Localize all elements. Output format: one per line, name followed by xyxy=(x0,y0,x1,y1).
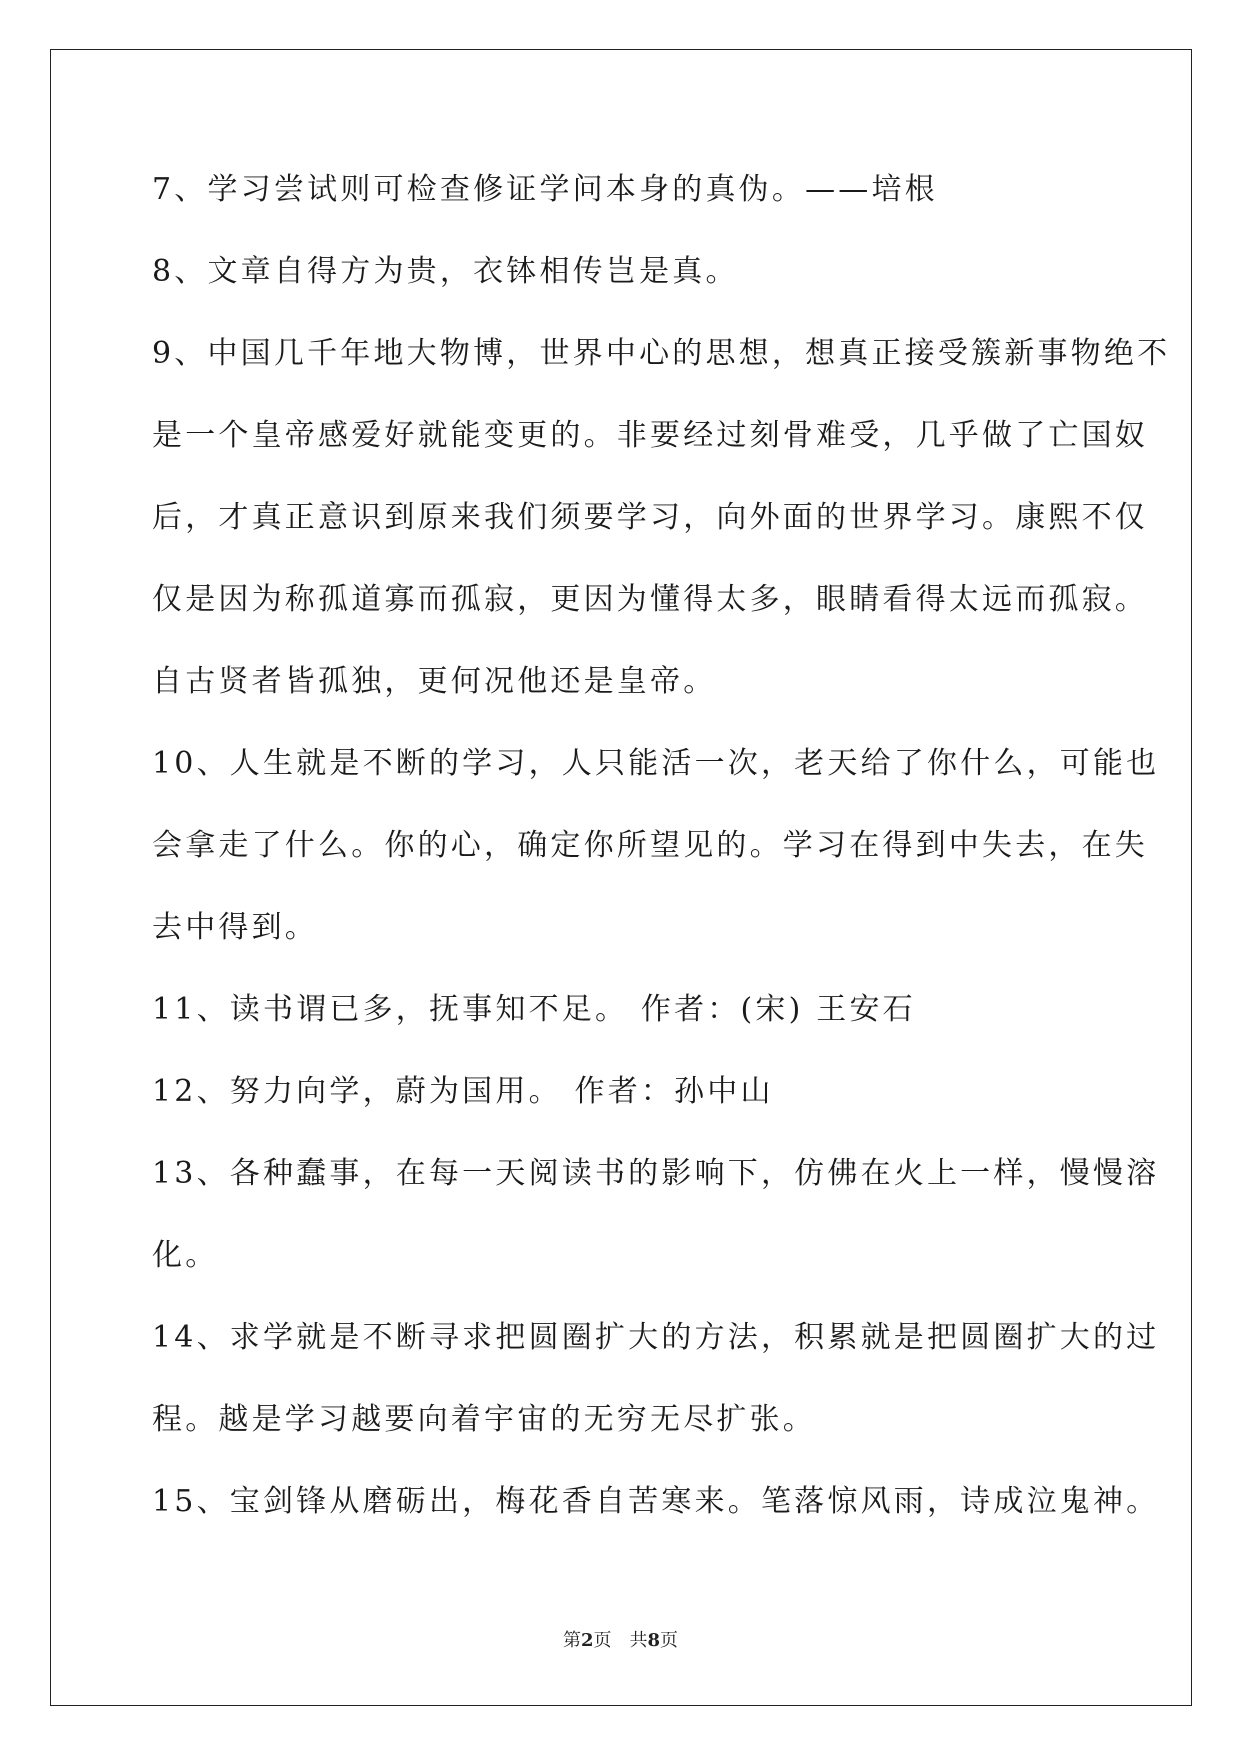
text-line: 12、努力向学，蔚为国用。 作者：孙中山 xyxy=(152,1074,774,1109)
text-line: 14、求学就是不断寻求把圆圈扩大的方法，积累就是把圆圈扩大的过 xyxy=(152,1320,1160,1355)
text-line: 7、学习尝试则可检查修证学问本身的真伪。——培根 xyxy=(152,172,938,207)
text-line: 会拿走了什么。你的心，确定你所望见的。学习在得到中失去，在失 xyxy=(152,828,1148,863)
document-body xyxy=(152,164,1171,1558)
text-line: 9、中国几千年地大物博，世界中心的思想，想真正接受簇新事物绝不 xyxy=(152,336,1171,371)
footer-page-suffix: 页 xyxy=(660,1630,679,1651)
text-line: 程。越是学习越要向着宇宙的无穷无尽扩张。 xyxy=(152,1402,816,1437)
footer-total-pages: 8 xyxy=(647,1630,661,1651)
text-line: 10、人生就是不断的学习，人只能活一次，老天给了你什么，可能也 xyxy=(152,746,1160,781)
page-footer xyxy=(0,1626,1241,1652)
text-line: 自古贤者皆孤独，更何况他还是皇帝。 xyxy=(152,664,717,699)
text-line: 15、宝剑锋从磨砺出，梅花香自苦寒来。笔落惊风雨，诗成泣鬼神。 xyxy=(152,1484,1160,1519)
footer-page-prefix: 第 xyxy=(562,1630,581,1651)
text-line: 后，才真正意识到原来我们须要学习，向外面的世界学习。康熙不仅 xyxy=(152,500,1148,535)
footer-page-mid: 页 共 xyxy=(593,1630,648,1651)
text-line: 去中得到。 xyxy=(152,910,318,945)
text-line: 化。 xyxy=(152,1238,219,1273)
text-line: 8、文章自得方为贵，衣钵相传岂是真。 xyxy=(152,254,739,289)
text-line: 11、读书谓已多，抚事知不足。 作者：(宋) 王安石 xyxy=(152,992,916,1027)
footer-page-number: 2 xyxy=(580,1630,594,1651)
text-line: 13、各种蠢事，在每一天阅读书的影响下，仿佛在火上一样，慢慢溶 xyxy=(152,1156,1160,1191)
text-line: 仅是因为称孤道寡而孤寂，更因为懂得太多，眼睛看得太远而孤寂。 xyxy=(152,582,1148,617)
text-line: 是一个皇帝感爱好就能变更的。非要经过刻骨难受，几乎做了亡国奴 xyxy=(152,418,1148,453)
